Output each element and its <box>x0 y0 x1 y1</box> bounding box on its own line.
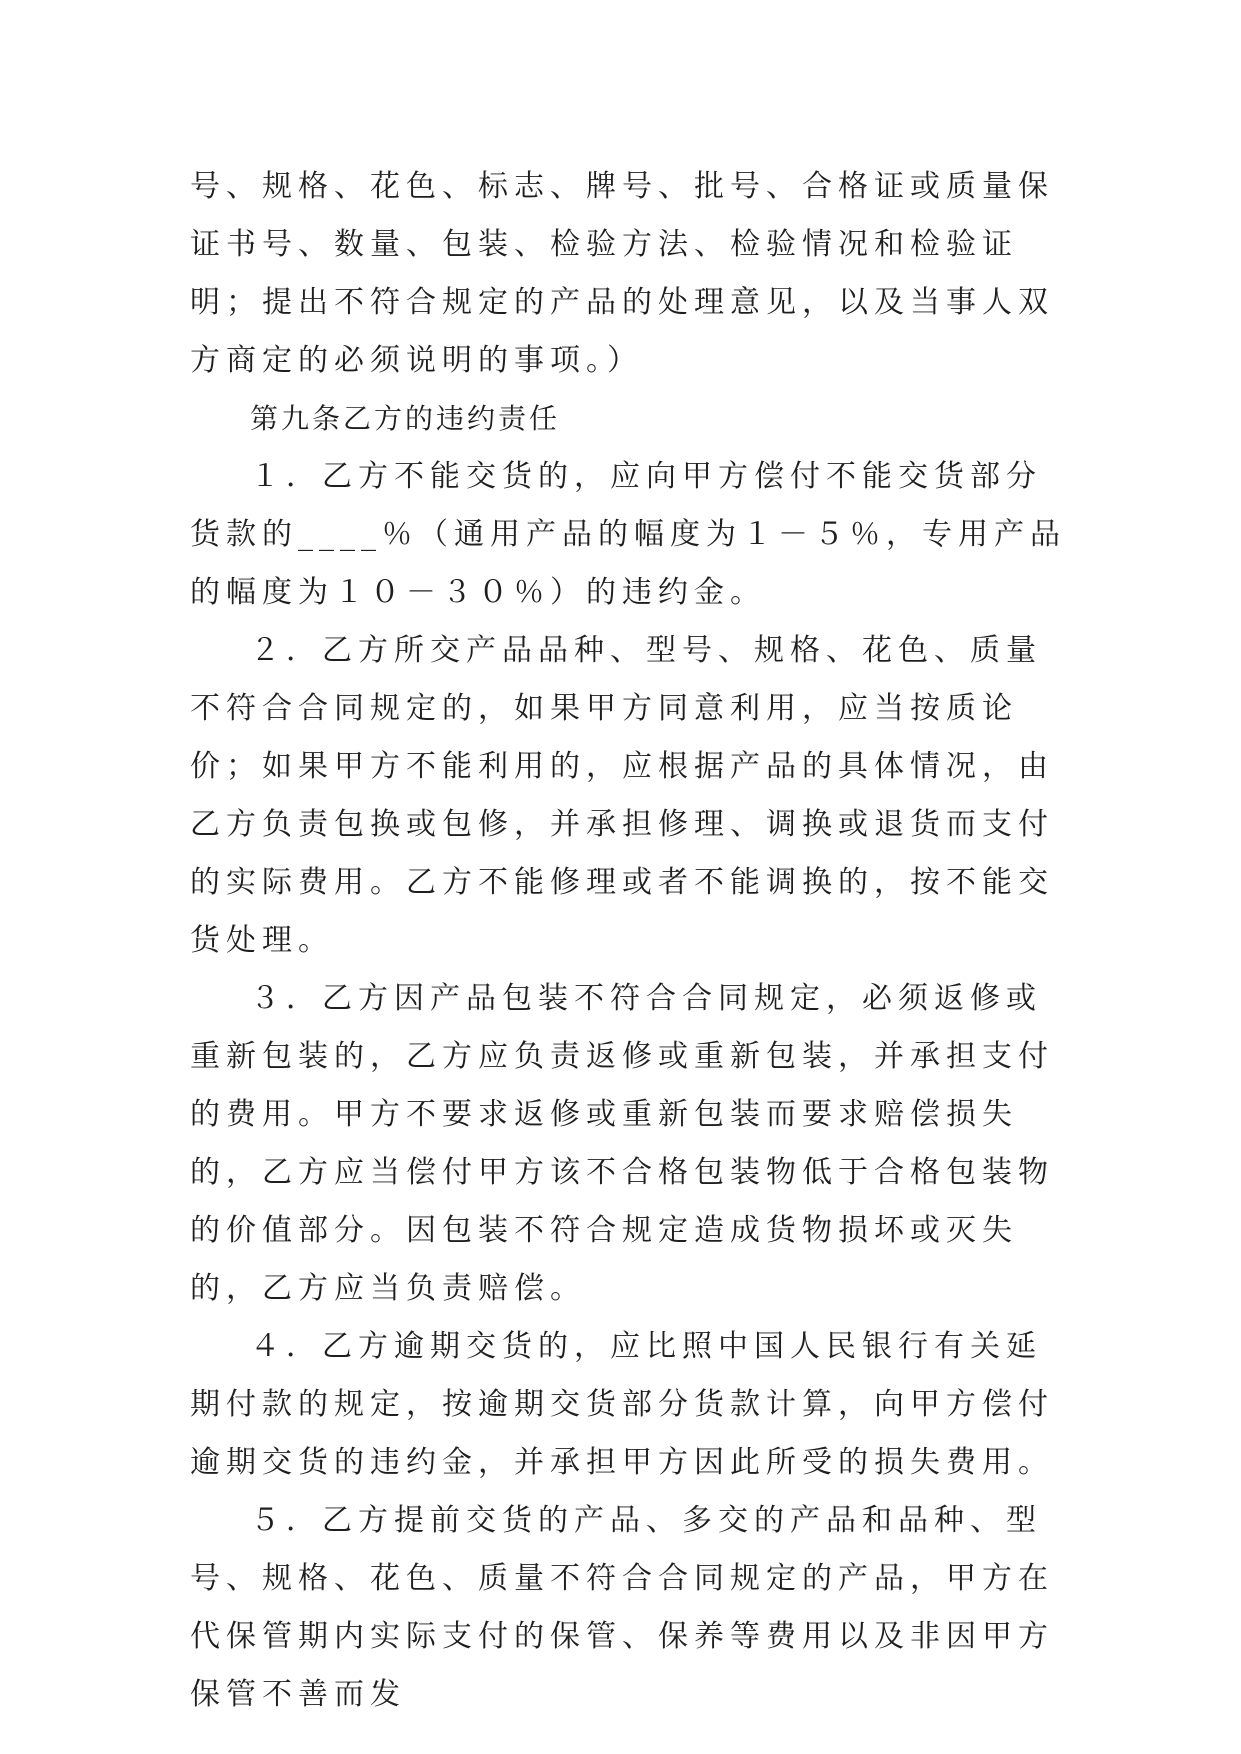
paragraph-continuation: 号、规格、花色、标志、牌号、批号、合格证或质量保证书号、数量、包装、检验方法、检验情况和检验证明；提出不符合规定的产品的处理意见，以及当事人双方商定的必须说明的事项。） <box>190 169 1054 378</box>
clause-1: １．乙方不能交货的，应向甲方偿付不能交货部分货款的____％（通用产品的幅度为１－５％，专用产品的幅度为１０－３０％）的违约金。 <box>190 459 1066 610</box>
clause-4: ４．乙方逾期交货的，应比照中国人民银行有关延期付款的规定，按逾期交货部分货款计算，向甲方偿付逾期交货的违约金，并承担甲方因此所受的损失费用。 <box>190 1329 1054 1480</box>
clause-2: ２．乙方所交产品品种、型号、规格、花色、质量不符合合同规定的，如果甲方同意利用，应当按质论价；如果甲方不能利用的，应根据产品的具体情况，由乙方负责包换或包修，并承担修理、调换或退货而支付的实际费用。乙方不能修理或者不能调换的，按不能交货处理。 <box>190 633 1054 958</box>
clause-3: ３．乙方因产品包装不符合合同规定，必须返修或重新包装的，乙方应负责返修或重新包装，并承担支付的费用。甲方不要求返修或重新包装而要求赔偿损失的，乙方应当偿付甲方该不合格包装物低于合格包装物的价值部分。因包装不符合规定造成货物损坏或灭失的，乙方应当负责赔偿。 <box>190 981 1054 1306</box>
clause-5: ５．乙方提前交货的产品、多交的产品和品种、型号、规格、花色、质量不符合合同规定的产品，甲方在代保管期内实际支付的保管、保养等费用以及非因甲方保管不善而发 <box>190 1503 1054 1712</box>
document-body <box>190 158 1070 1724</box>
section-heading-article-9: 第九条乙方的违约责任 <box>250 402 561 435</box>
